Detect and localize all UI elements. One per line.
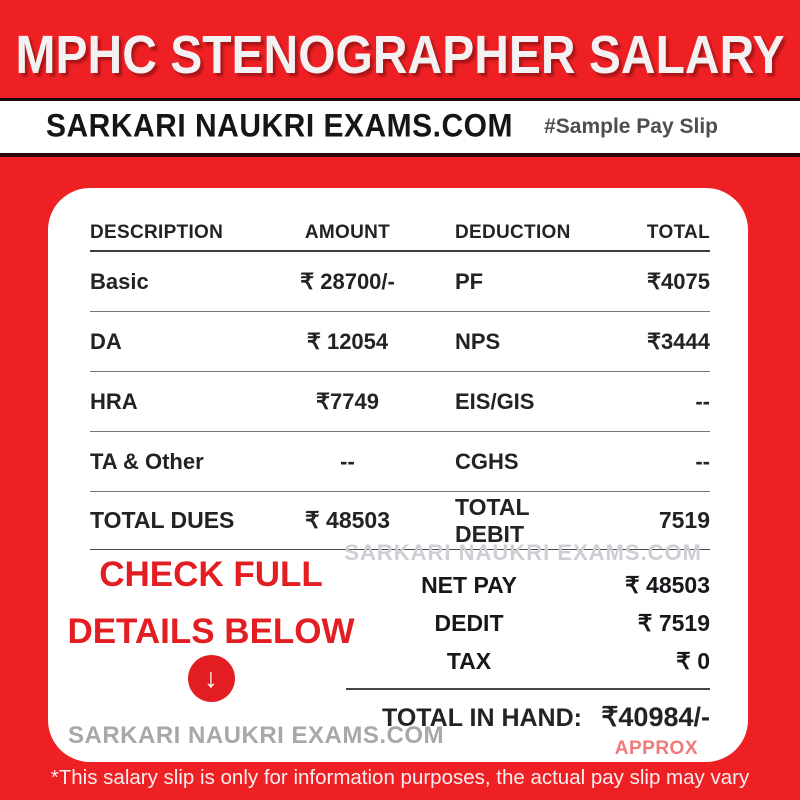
row-total: ₹4075 xyxy=(647,268,710,294)
row-amount: ₹ 28700/- xyxy=(300,268,395,294)
row-amount: ₹7749 xyxy=(316,388,379,414)
sample-pay-slip-tag: #Sample Pay Slip xyxy=(544,115,718,138)
row-deduction: PF xyxy=(455,268,484,294)
payslip-card xyxy=(48,188,748,762)
total-debit-label: TOTAL DEBIT xyxy=(455,493,530,547)
brand-bar xyxy=(0,98,800,157)
row-description: DA xyxy=(90,328,122,354)
table-row xyxy=(90,312,710,372)
approx-note: APPROX xyxy=(614,738,698,759)
column-header-total: TOTAL xyxy=(646,222,710,243)
down-arrow-glyph: ↓ xyxy=(204,663,218,693)
table-row xyxy=(90,252,710,312)
total-dues-label: TOTAL DUES xyxy=(90,507,235,533)
total-debit-value: 7519 xyxy=(658,507,710,533)
column-header-description: DESCRIPTION xyxy=(90,222,224,243)
disclaimer-text: *This salary slip is only for information purposes, the actual pay slip may vary xyxy=(50,766,750,789)
check-details-cta xyxy=(56,556,366,702)
watermark-bottom: SARKARI NAUKRI EXAMS.COM xyxy=(68,722,445,749)
row-deduction: NPS xyxy=(455,328,501,354)
row-amount: ₹ 12054 xyxy=(306,328,389,354)
payslip-table xyxy=(90,216,710,550)
watermark-middle: SARKARI NAUKRI EXAMS.COM xyxy=(344,540,702,565)
row-total: ₹3444 xyxy=(647,328,710,354)
row-amount: -- xyxy=(340,448,355,474)
tax-value: ₹ 0 xyxy=(676,647,710,674)
row-total: -- xyxy=(695,448,710,474)
table-row xyxy=(90,372,710,432)
table-row xyxy=(90,432,710,492)
row-description: HRA xyxy=(90,388,138,414)
total-in-hand-label: TOTAL IN HAND: xyxy=(382,704,582,732)
summary-divider xyxy=(346,688,710,690)
table-header-row xyxy=(90,216,710,252)
tax-label: TAX xyxy=(446,647,492,674)
row-deduction: CGHS xyxy=(455,448,519,474)
row-total: -- xyxy=(695,388,710,414)
cta-line-2: DETAILS BELOW xyxy=(67,612,355,651)
row-deduction: EIS/GIS xyxy=(455,388,535,414)
total-dues-value: ₹ 48503 xyxy=(305,507,390,533)
dedit-value: ₹ 7519 xyxy=(637,609,710,636)
net-pay-value: ₹ 48503 xyxy=(625,571,710,598)
page-title: MPHC STENOGRAPHER SALARY xyxy=(15,25,785,85)
summary-row xyxy=(346,642,710,680)
brand-site-name: SARKARI NAUKRI EXAMS.COM xyxy=(46,108,514,145)
down-arrow-icon xyxy=(188,655,235,702)
total-in-hand-value: ₹40984/- xyxy=(601,702,710,732)
summary-row xyxy=(346,566,710,604)
column-header-amount: AMOUNT xyxy=(304,222,391,243)
net-pay-label: NET PAY xyxy=(421,571,517,598)
column-header-deduction: DEDUCTION xyxy=(455,222,571,243)
row-description: TA & Other xyxy=(90,448,204,474)
cta-line-1: CHECK FULL xyxy=(99,555,323,594)
summary-row xyxy=(346,604,710,642)
dedit-label: DEDIT xyxy=(434,609,504,636)
row-description: Basic xyxy=(90,268,149,294)
